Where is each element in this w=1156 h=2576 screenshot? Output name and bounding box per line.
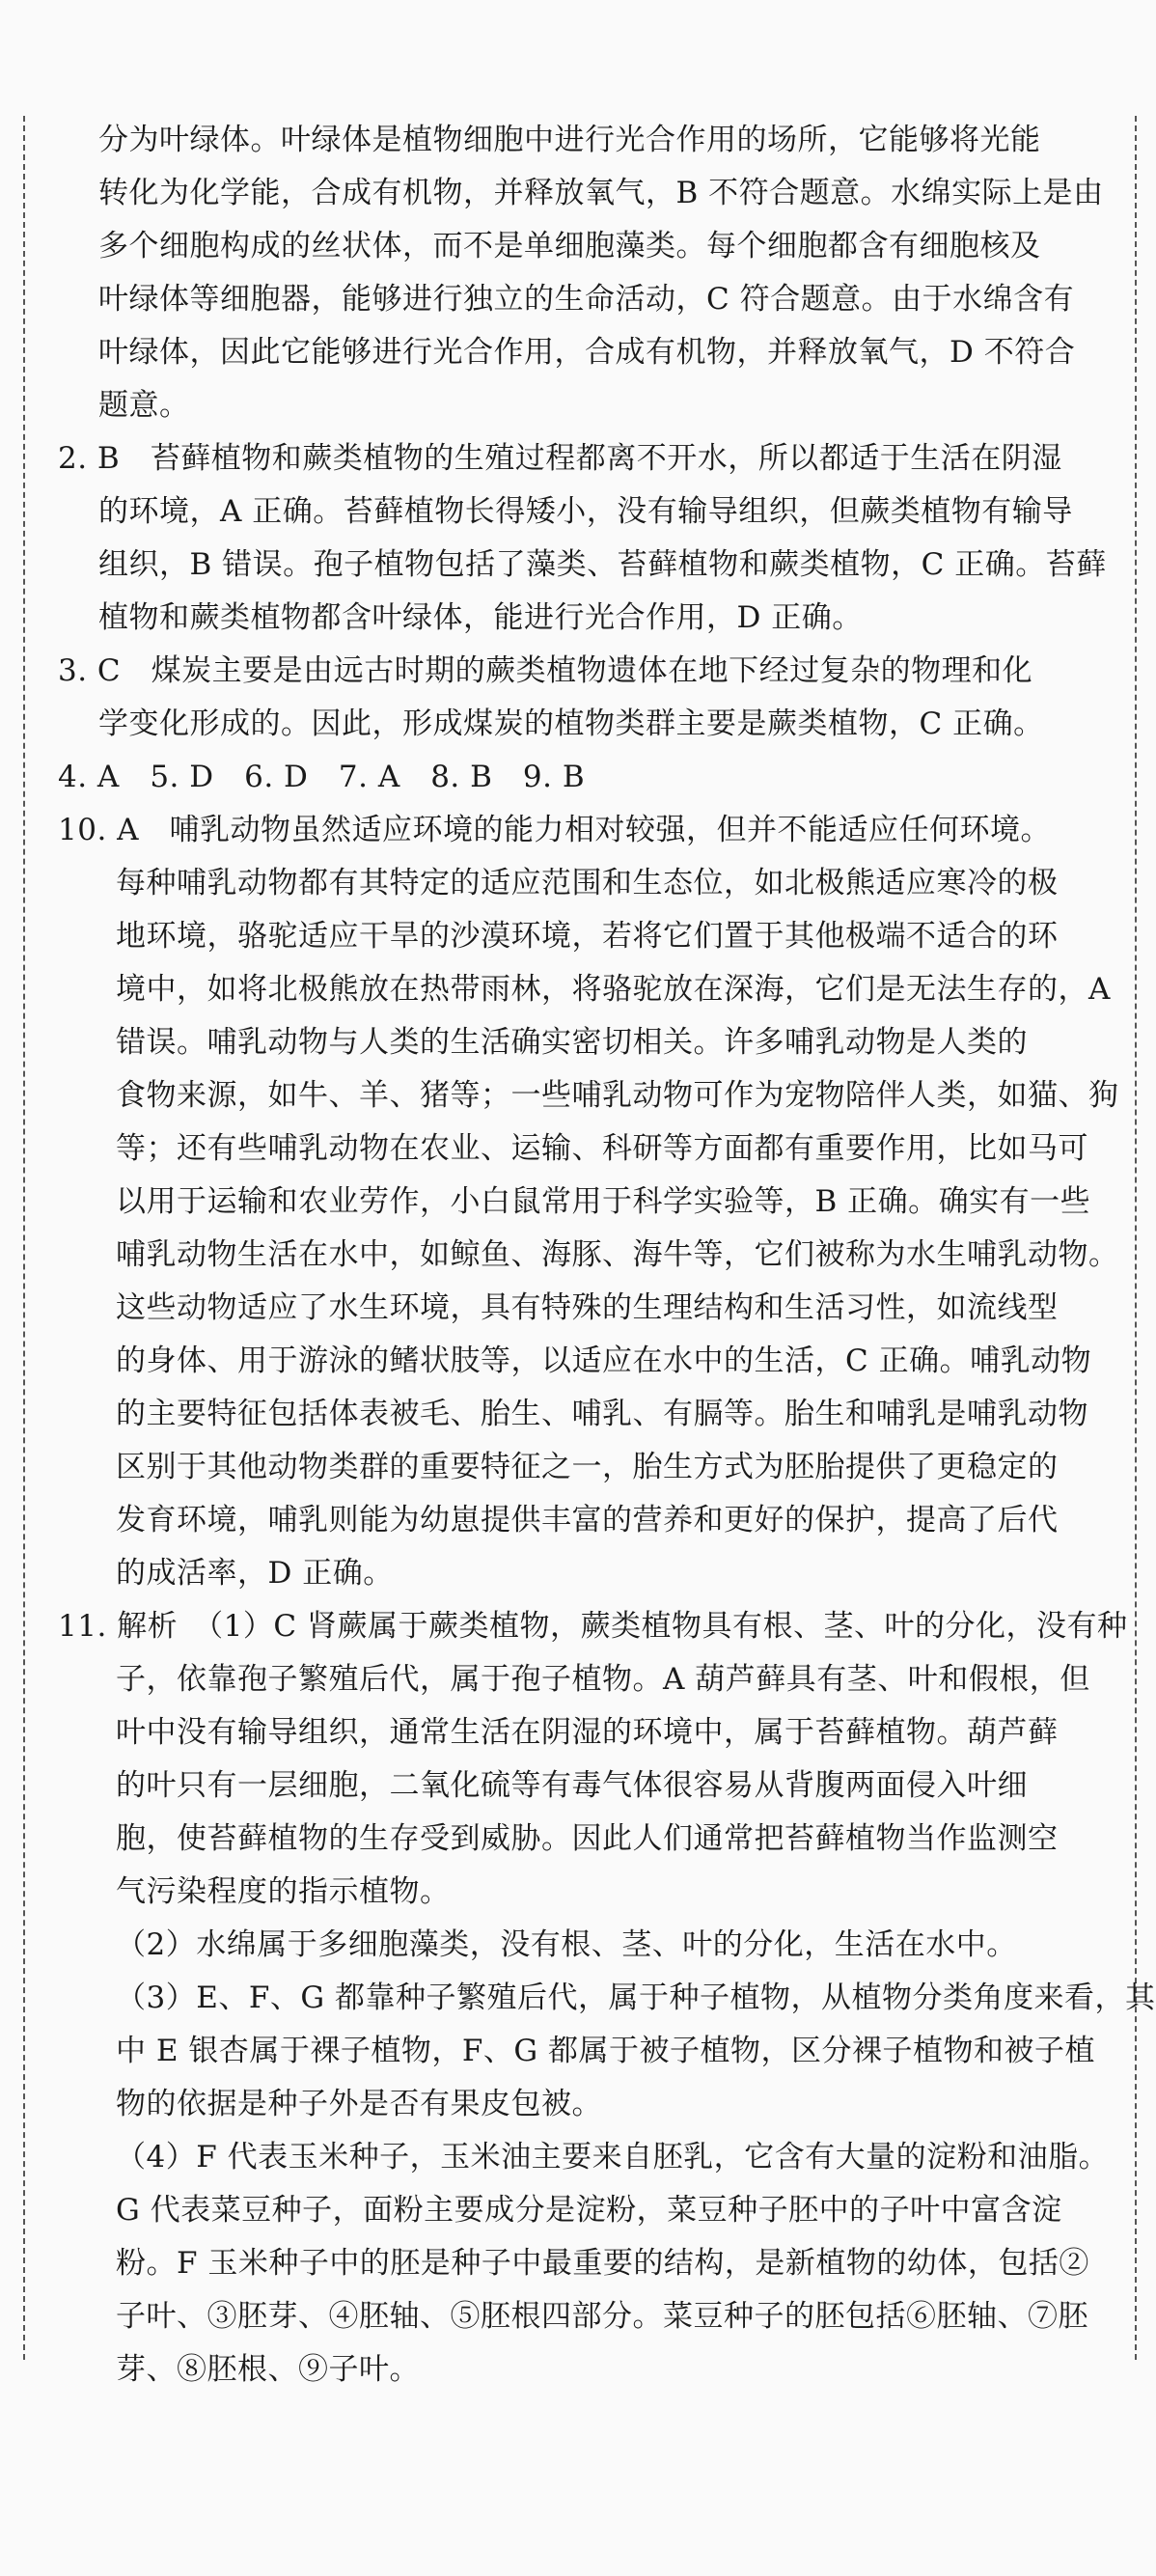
text-line: 每种哺乳动物都有其特定的适应范围和生态位，如北极熊适应寒冷的极 — [116, 866, 1059, 900]
text-line: 植物和蕨类植物都含叶绿体，能进行光合作用，D 正确。 — [98, 600, 863, 635]
text-line: 错误。哺乳动物与人类的生活确实密切相关。许多哺乳动物是人类的 — [116, 1025, 1028, 1060]
text-line: 的环境，A 正确。苔藓植物长得矮小，没有输导组织，但蕨类植物有输导 — [98, 494, 1073, 529]
text-line: 学变化形成的。因此，形成煤炭的植物类群主要是蕨类植物，C 正确。 — [98, 706, 1044, 741]
text-line: 胞，使苔藓植物的生存受到威胁。因此人们通常把苔藓植物当作监测空 — [116, 1821, 1059, 1856]
text-line: 叶中没有输导组织，通常生活在阴湿的环境中，属于苔藓植物。葫芦藓 — [116, 1715, 1059, 1750]
left-dashed-border — [23, 116, 25, 2360]
text-line: 11. 解析 （1）C 肾蕨属于蕨类植物，蕨类植物具有根、茎、叶的分化，没有种 — [58, 1609, 1128, 1644]
text-line: 地环境，骆驼适应干旱的沙漠环境，若将它们置于其他极端不适合的环 — [116, 919, 1059, 954]
text-line: 子，依靠孢子繁殖后代，属于孢子植物。A 葫芦藓具有茎、叶和假根，但 — [116, 1662, 1090, 1697]
text-line: 等；还有些哺乳动物在农业、运输、科研等方面都有重要作用，比如马可 — [116, 1131, 1088, 1166]
text-line: 境中，如将北极熊放在热带雨林，将骆驼放在深海，它们是无法生存的，A — [116, 972, 1111, 1007]
text-line: 题意。 — [98, 388, 190, 423]
text-line: 物的依据是种子外是否有果皮包被。 — [116, 2087, 602, 2121]
text-line: G 代表菜豆种子，面粉主要成分是淀粉，菜豆种子胚中的子叶中富含淀 — [116, 2193, 1062, 2228]
text-line: 食物来源，如牛、羊、猪等；一些哺乳动物可作为宠物陪伴人类，如猫、狗 — [116, 1078, 1119, 1113]
text-line: 芽、⑧胚根、⑨子叶。 — [116, 2352, 420, 2387]
text-line: （4）F 代表玉米种子，玉米油主要来自胚乳，它含有大量的淀粉和油脂。 — [116, 2140, 1110, 2174]
answer-text-body — [58, 114, 1156, 2396]
text-line: 的主要特征包括体表被毛、胎生、哺乳、有膈等。胎生和哺乳是哺乳动物 — [116, 1397, 1088, 1431]
text-line: 4. A 5. D 6. D 7. A 8. B 9. B — [58, 760, 586, 794]
text-line: 哺乳动物生活在水中，如鲸鱼、海豚、海牛等，它们被称为水生哺乳动物。 — [116, 1237, 1119, 1272]
text-line: 气污染程度的指示植物。 — [116, 1874, 451, 1909]
text-line: 的成活率，D 正确。 — [116, 1556, 394, 1591]
text-line: 的身体、用于游泳的鳍状肢等，以适应在水中的生活，C 正确。哺乳动物 — [116, 1343, 1092, 1378]
text-line: 的叶只有一层细胞，二氧化硫等有毒气体很容易从背腹两面侵入叶细 — [116, 1768, 1028, 1803]
text-line: 中 E 银杏属于裸子植物，F、G 都属于被子植物，区分裸子植物和被子植 — [116, 2034, 1095, 2068]
text-line: （3）E、F、G 都靠种子繁殖后代，属于种子植物，从植物分类角度来看，其 — [116, 1980, 1156, 2015]
text-line: 发育环境，哺乳则能为幼崽提供丰富的营养和更好的保护，提高了后代 — [116, 1503, 1059, 1537]
text-line: 3. C 煤炭主要是由远古时期的蕨类植物遗体在地下经过复杂的物理和化 — [58, 653, 1033, 688]
text-line: 叶绿体等细胞器，能够进行独立的生命活动，C 符合题意。由于水绵含有 — [98, 282, 1075, 317]
text-line: 这些动物适应了水生环境，具有特殊的生理结构和生活习性，如流线型 — [116, 1290, 1059, 1325]
text-line: 转化为化学能，合成有机物，并释放氧气，B 不符合题意。水绵实际上是由 — [98, 176, 1104, 210]
text-line: 2. B 苔藓植物和蕨类植物的生殖过程都离不开水，所以都适于生活在阴湿 — [58, 441, 1062, 476]
text-line: 多个细胞构成的丝状体，而不是单细胞藻类。每个细胞都含有细胞核及 — [98, 229, 1041, 263]
text-line: 以用于运输和农业劳作，小白鼠常用于科学实验等，B 正确。确实有一些 — [116, 1184, 1091, 1219]
text-line: 区别于其他动物类群的重要特征之一，胎生方式为胚胎提供了更稳定的 — [116, 1450, 1059, 1484]
text-line: 叶绿体，因此它能够进行光合作用，合成有机物，并释放氧气，D 不符合 — [98, 335, 1076, 370]
text-line: 子叶、③胚芽、④胚轴、⑤胚根四部分。菜豆种子的胚包括⑥胚轴、⑦胚 — [116, 2299, 1088, 2334]
text-line: （2）水绵属于多细胞藻类，没有根、茎、叶的分化，生活在水中。 — [116, 1927, 1017, 1962]
text-line: 10. A 哺乳动物虽然适应环境的能力相对较强，但并不能适应任何环境。 — [58, 813, 1052, 847]
text-line: 粉。F 玉米种子中的胚是种子中最重要的结构，是新植物的幼体，包括② — [116, 2246, 1089, 2281]
text-line: 分为叶绿体。叶绿体是植物细胞中进行光合作用的场所，它能够将光能 — [98, 123, 1041, 157]
text-line: 组织，B 错误。孢子植物包括了藻类、苔藓植物和蕨类植物，C 正确。苔藓 — [98, 547, 1107, 582]
